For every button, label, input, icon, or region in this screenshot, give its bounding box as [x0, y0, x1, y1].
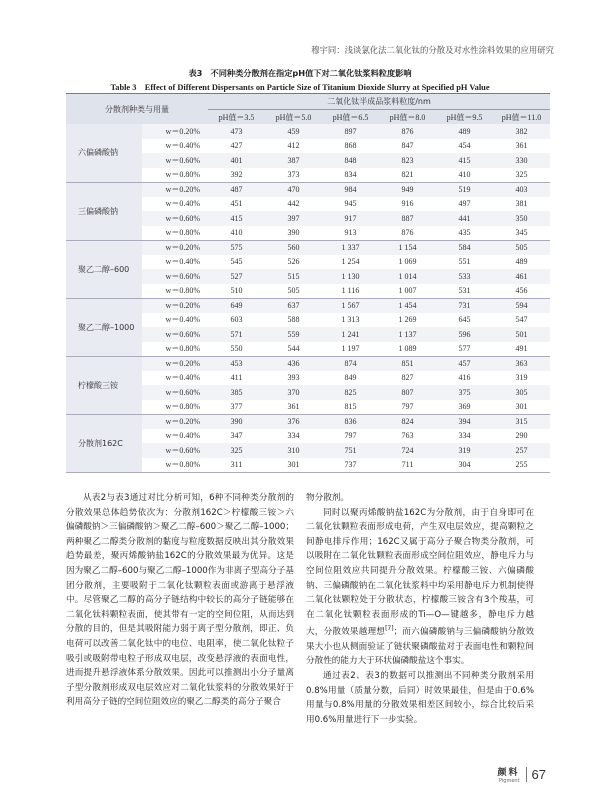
particle-size-cell: 851: [401, 359, 414, 368]
particle-size-cell: 401: [230, 155, 243, 165]
particle-size-cell: 559: [287, 329, 300, 339]
dosage-cell: w＝0.80%: [142, 168, 208, 183]
particle-size-cell: 834: [322, 168, 379, 183]
body-paragraph-text: 同时以聚丙烯酸钠盐162C为分散剂，由于自身即可在二氧化钛颗粒表面形成电荷，产生双电层效应，提高颗粒之间静电排斥作用；162C又属于高分子聚合物类分散剂，可以吸附在二氧化钛颗粒表面形成空间位阻效应，静电斥力与空间位阻效应共同提升分散效果。柠檬酸三铵、六偏磷酸钠、三偏磷酸钠在二氧化钛浆料中均采用静电斥力机制使得二氧化钛颗粒处于分散状态，柠檬酸三铵含有3个羧基，可在二氧化钛颗粒表面形成的Ti—O—键越多，静电斥力越大，分散效果越理想: [306, 507, 534, 638]
particle-size-cell: 724: [401, 445, 414, 455]
particle-size-cell: 836: [344, 417, 357, 426]
dosage-cell: w＝0.20%: [165, 243, 200, 252]
particle-size-cell: 497: [458, 199, 471, 209]
body-paragraph-text: ；而六偏磷酸钠与三偏磷酸钠分散效果大小也从侧面验证了链状聚磷酸盐对于表面电性和颗粒间分散性的能力大于环状偏磷酸盐这个事实。: [306, 627, 534, 667]
particle-size-cell: 533: [458, 271, 471, 281]
particle-size-cell: 547: [515, 315, 528, 325]
particle-size-cell: 311: [208, 458, 265, 473]
dosage-cell: w＝0.80%: [142, 342, 208, 357]
particle-size-cell: 403: [515, 185, 528, 194]
dispersant-name: 三偏磷酸钠: [66, 182, 142, 240]
particle-size-cell: 397: [287, 213, 300, 223]
particle-size-cell: 489: [458, 126, 471, 136]
particle-size-cell: 319: [515, 373, 528, 383]
particle-size-cell: 515: [287, 271, 300, 281]
particle-size-cell: 876: [401, 126, 414, 136]
dispersant-table: [66, 93, 550, 473]
particle-size-cell: 575: [230, 243, 243, 252]
dispersant-name: 聚乙二醇–600: [66, 240, 142, 298]
dosage-cell: w＝0.60%: [165, 445, 200, 455]
particle-size-cell: 571: [230, 329, 243, 339]
particle-size-cell: 1 313: [341, 315, 360, 325]
particle-size-cell: 382: [515, 126, 528, 136]
particle-size-cell: 551: [458, 257, 471, 267]
particle-size-cell: 411: [230, 373, 243, 383]
dosage-cell: w＝0.40%: [165, 257, 200, 267]
particle-size-cell: 531: [436, 284, 493, 299]
particle-size-cell: 501: [515, 329, 528, 339]
particle-size-cell: 917: [344, 213, 357, 223]
particle-size-cell: 454: [458, 141, 471, 151]
table-body: [66, 124, 550, 472]
dosage-cell: w＝0.60%: [165, 155, 200, 165]
particle-size-cell: 427: [230, 141, 243, 151]
dosage-cell: w＝0.40%: [165, 141, 200, 151]
particle-size-cell: 442: [287, 199, 300, 209]
particle-size-cell: 390: [265, 226, 322, 241]
particle-size-cell: 301: [265, 458, 322, 473]
particle-size-cell: 301: [493, 400, 550, 415]
particle-size-cell: 949: [401, 185, 414, 194]
table-row: [66, 124, 550, 139]
page-number: 67: [526, 767, 546, 782]
table-row: [66, 298, 550, 313]
particle-size-cell: 381: [515, 199, 528, 209]
dosage-cell: w＝0.60%: [165, 213, 200, 223]
particle-size-cell: 387: [287, 155, 300, 165]
citation-ref: [7]: [385, 625, 394, 633]
table-caption-cn: 表3 不同种类分散剂在指定pH值下对二氧化钛浆料粒度影响: [188, 68, 412, 78]
dosage-cell: w＝0.20%: [165, 185, 200, 194]
particle-size-cell: 319: [458, 445, 471, 455]
particle-size-cell: 797: [379, 400, 436, 415]
particle-size-cell: 1 254: [341, 257, 360, 267]
journal-name-en: Pigment: [498, 778, 520, 784]
body-paragraph: 通过表2、表3的数据可以推测出不同种类分散剂采用0.8%用量（质量分数，后同）时效果最佳，但是由于0.6%用量与0.8%用量的分散效果相差区间较小，综合比较后采用0.6%用量进行下一步实验。: [306, 670, 534, 725]
particle-size-cell: 649: [230, 301, 243, 310]
particle-size-cell: 459: [287, 126, 300, 136]
table-row: [66, 414, 550, 429]
dosage-cell: w＝0.80%: [142, 284, 208, 299]
dosage-cell: w＝0.40%: [165, 315, 200, 325]
particle-size-cell: 916: [401, 199, 414, 209]
particle-size-cell: 489: [515, 257, 528, 267]
particle-size-cell: 394: [458, 417, 471, 426]
header-ph: pH值＝5.0: [275, 112, 312, 122]
particle-size-cell: 361: [515, 141, 528, 151]
particle-size-cell: 375: [458, 387, 471, 397]
particle-size-cell: 377: [208, 400, 265, 415]
body-column-left: [66, 491, 294, 710]
particle-size-cell: 361: [265, 400, 322, 415]
particle-size-cell: 347: [230, 431, 243, 441]
particle-size-cell: 1 089: [379, 342, 436, 357]
journal-name-cn: 颜料: [497, 768, 520, 778]
particle-size-cell: 645: [458, 315, 471, 325]
running-head: 穆宇同：浅谈氯化法二氧化钛的分散及对水性涂料效果的应用研究: [311, 45, 554, 55]
particle-size-cell: 1 241: [341, 329, 360, 339]
header-ph: pH值＝9.5: [446, 112, 483, 122]
particle-size-cell: 824: [401, 417, 414, 426]
particle-size-cell: 868: [344, 141, 357, 151]
particle-size-cell: 596: [458, 329, 471, 339]
particle-size-cell: 807: [401, 387, 414, 397]
particle-size-cell: 255: [493, 458, 550, 473]
particle-size-cell: 519: [458, 185, 471, 194]
particle-size-cell: 415: [458, 155, 471, 165]
table-row: [66, 356, 550, 371]
particle-size-cell: 470: [287, 185, 300, 194]
dosage-cell: w＝0.40%: [165, 199, 200, 209]
particle-size-cell: 373: [265, 168, 322, 183]
body-paragraph-continued: 物分散剂。: [306, 493, 349, 503]
particle-size-cell: 763: [401, 431, 414, 441]
particle-size-cell: 415: [230, 213, 243, 223]
particle-size-cell: 825: [344, 387, 357, 397]
particle-size-cell: 453: [230, 359, 243, 368]
particle-size-cell: 603: [230, 315, 243, 325]
dispersant-name: 六偏磷酸钠: [66, 124, 142, 182]
particle-size-cell: 510: [208, 284, 265, 299]
dispersant-name: 柠檬酸三铵: [66, 356, 142, 414]
particle-size-cell: 1 014: [398, 271, 417, 281]
particle-size-cell: 461: [515, 271, 528, 281]
particle-size-cell: 1 154: [398, 243, 417, 252]
particle-size-cell: 376: [287, 417, 300, 426]
particle-size-cell: 827: [401, 373, 414, 383]
particle-size-cell: 385: [230, 387, 243, 397]
particle-size-cell: 257: [515, 445, 528, 455]
particle-size-cell: 473: [230, 126, 243, 136]
particle-size-cell: 441: [458, 213, 471, 223]
particle-size-cell: 304: [436, 458, 493, 473]
header-ph: pH值＝6.5: [332, 112, 369, 122]
body-paragraph: 从表2与表3通过对比分析可知，6种不同种类分散剂的分散效果总体趋势依次为：分散剂162C＞柠檬酸三铵＞六偏磷酸钠＞三偏磷酸钠＞聚乙二醇–600＞聚乙二醇–1000；两种聚乙二醇类分散剂的黏度与粒度数据反映出其分散效果趋势最差，聚丙烯酸钠盐162C的分散效果最为优异。这是因为聚乙二醇–600与聚乙二醇–1000作为非离子型高分子基团分散剂，主要吸附于二氧化钛颗粒表面或游离于悬浮液中。尽管聚乙二醇的高分子链结构中较长的高分子链能够在二氧化钛料颗粒表面，使其带有一定的空间位阻，从而达到分散的目的，但是其吸附能力弱于离子型分散剂，即正、负电荷可以改善二氧化钛中的电位、电阻率，使二氧化钛粒子吸引或吸附带电粒子形成双电层，改变悬浮液的表面电性，进而提升悬浮液体系分散效果。因此可以推测出小分子量离子型分散剂形成双电层效应对二氧化钛浆料的分散效果好于利用高分子链的空间位阻效应的聚乙二醇类的高分子聚合: [66, 493, 294, 708]
particle-size-cell: 350: [515, 213, 528, 223]
particle-size-cell: 984: [344, 185, 357, 194]
particle-size-cell: 550: [208, 342, 265, 357]
particle-size-cell: 392: [208, 168, 265, 183]
particle-size-cell: 305: [515, 387, 528, 397]
body-column-right: [306, 491, 534, 727]
dosage-cell: w＝0.20%: [165, 417, 200, 426]
dosage-cell: w＝0.80%: [142, 458, 208, 473]
data-table-container: [66, 93, 550, 473]
particle-size-cell: 491: [493, 342, 550, 357]
particle-size-cell: 1 007: [379, 284, 436, 299]
particle-size-cell: 1 137: [398, 329, 417, 339]
particle-size-cell: 1 116: [322, 284, 379, 299]
particle-size-cell: 290: [515, 431, 528, 441]
particle-size-cell: 369: [436, 400, 493, 415]
table-row: [66, 240, 550, 255]
particle-size-cell: 797: [344, 431, 357, 441]
particle-size-cell: 815: [322, 400, 379, 415]
header-particle-size: 二氧化钛半成品浆料粒度/nm: [208, 94, 550, 110]
particle-size-cell: 584: [458, 243, 471, 252]
particle-size-cell: 545: [230, 257, 243, 267]
particle-size-cell: 751: [344, 445, 357, 455]
particle-size-cell: 711: [379, 458, 436, 473]
particle-size-cell: 410: [208, 226, 265, 241]
particle-size-cell: 594: [515, 301, 528, 310]
particle-size-cell: 390: [230, 417, 243, 426]
particle-size-cell: 913: [322, 226, 379, 241]
particle-size-cell: 544: [265, 342, 322, 357]
particle-size-cell: 345: [493, 226, 550, 241]
particle-size-cell: 1 130: [341, 271, 360, 281]
page-folio: [498, 765, 546, 784]
particle-size-cell: 457: [458, 359, 471, 368]
dosage-cell: w＝0.60%: [165, 329, 200, 339]
particle-size-cell: 876: [379, 226, 436, 241]
particle-size-cell: 945: [344, 199, 357, 209]
particle-size-cell: 1 454: [398, 301, 417, 310]
particle-size-cell: 315: [515, 417, 528, 426]
dosage-cell: w＝0.20%: [165, 359, 200, 368]
particle-size-cell: 435: [436, 226, 493, 241]
particle-size-cell: 1 337: [341, 243, 360, 252]
particle-size-cell: 849: [344, 373, 357, 383]
particle-size-cell: 370: [287, 387, 300, 397]
table-caption-en: Table 3 Effect of Different Dispersants on Particle Size of Titanium Dioxide Slurry at Specified pH Value: [110, 83, 490, 92]
dispersant-name: 聚乙二醇–1000: [66, 298, 142, 356]
particle-size-cell: 1 197: [322, 342, 379, 357]
particle-size-cell: 393: [287, 373, 300, 383]
particle-size-cell: 527: [230, 271, 243, 281]
particle-size-cell: 330: [515, 155, 528, 165]
particle-size-cell: 410: [436, 168, 493, 183]
header-ph: pH值＝11.0: [501, 112, 542, 122]
particle-size-cell: 823: [401, 155, 414, 165]
particle-size-cell: 821: [379, 168, 436, 183]
particle-size-cell: 1 269: [398, 315, 417, 325]
particle-size-cell: 588: [287, 315, 300, 325]
particle-size-cell: 334: [458, 431, 471, 441]
particle-size-cell: 577: [436, 342, 493, 357]
particle-size-cell: 1 069: [398, 257, 417, 267]
particle-size-cell: 737: [322, 458, 379, 473]
dosage-cell: w＝0.40%: [165, 373, 200, 383]
body-paragraph: [306, 506, 534, 669]
dosage-cell: w＝0.60%: [165, 271, 200, 281]
particle-size-cell: 487: [230, 185, 243, 194]
particle-size-cell: 451: [230, 199, 243, 209]
particle-size-cell: 874: [344, 359, 357, 368]
particle-size-cell: 847: [401, 141, 414, 151]
dosage-cell: w＝0.80%: [142, 400, 208, 415]
dosage-cell: w＝0.20%: [165, 126, 200, 136]
dosage-cell: w＝0.40%: [165, 431, 200, 441]
particle-size-cell: 731: [458, 301, 471, 310]
particle-size-cell: 526: [287, 257, 300, 267]
dispersant-name: 分散剂162C: [66, 414, 142, 472]
particle-size-cell: 456: [493, 284, 550, 299]
particle-size-cell: 887: [401, 213, 414, 223]
header-ph: pH值＝3.5: [218, 112, 255, 122]
particle-size-cell: 416: [458, 373, 471, 383]
particle-size-cell: 334: [287, 431, 300, 441]
dosage-cell: w＝0.20%: [165, 301, 200, 310]
particle-size-cell: 310: [287, 445, 300, 455]
particle-size-cell: 1 567: [341, 301, 360, 310]
particle-size-cell: 436: [287, 359, 300, 368]
particle-size-cell: 637: [287, 301, 300, 310]
dosage-cell: w＝0.60%: [165, 387, 200, 397]
particle-size-cell: 897: [344, 126, 357, 136]
particle-size-cell: 412: [287, 141, 300, 151]
particle-size-cell: 325: [493, 168, 550, 183]
particle-size-cell: 363: [515, 359, 528, 368]
header-ph: pH值＝8.0: [389, 112, 426, 122]
particle-size-cell: 505: [515, 243, 528, 252]
header-category: 分散剂种类与用量: [105, 104, 169, 114]
dosage-cell: w＝0.80%: [142, 226, 208, 241]
particle-size-cell: 848: [344, 155, 357, 165]
particle-size-cell: 560: [287, 243, 300, 252]
table-row: [66, 182, 550, 197]
particle-size-cell: 325: [230, 445, 243, 455]
particle-size-cell: 505: [265, 284, 322, 299]
journal-brand: [498, 765, 520, 784]
